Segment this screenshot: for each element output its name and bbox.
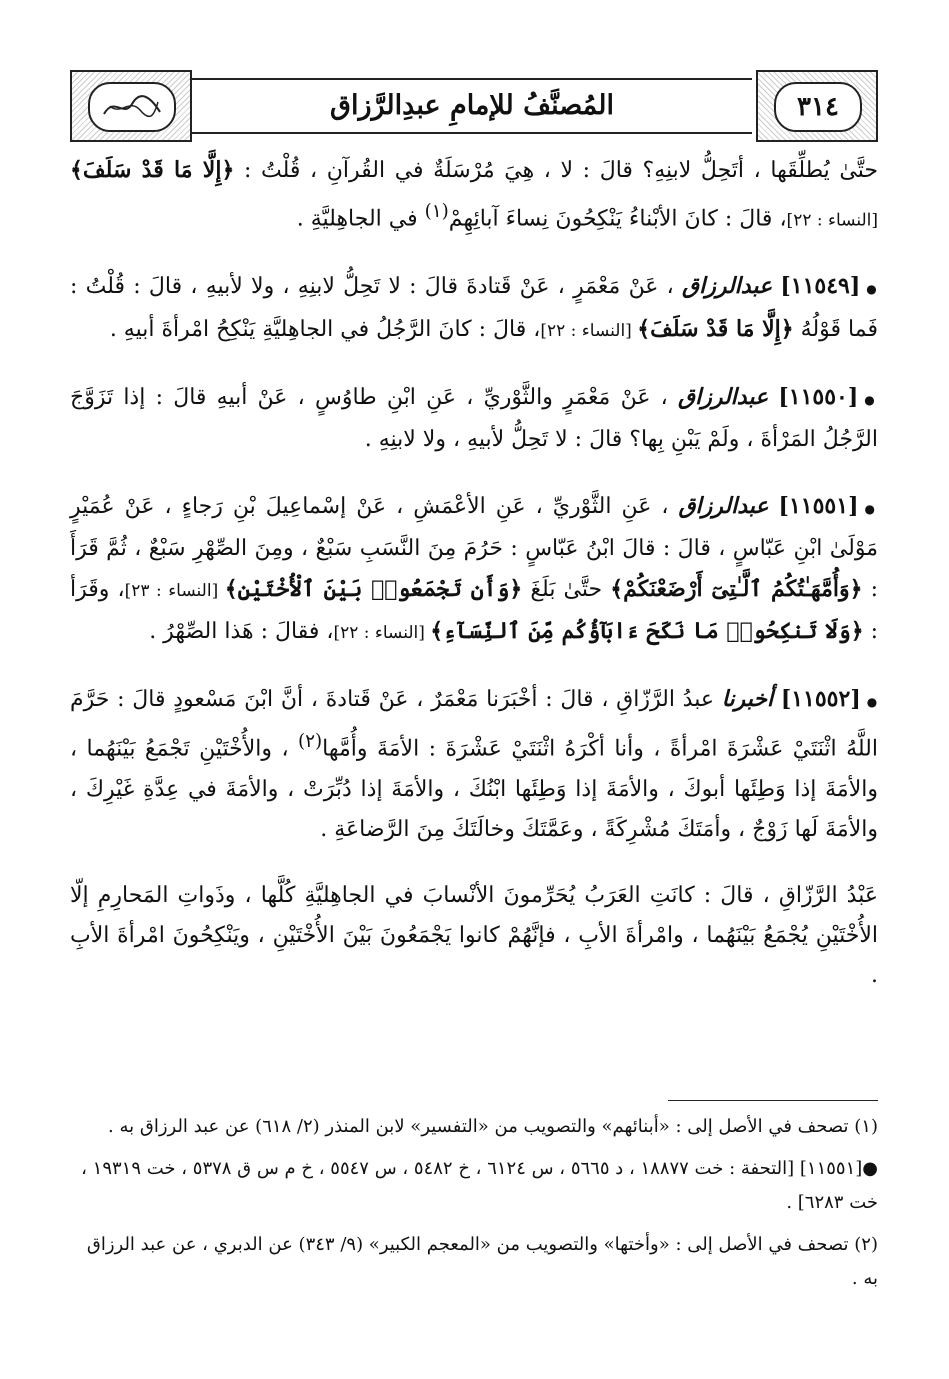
quran-verse: ﴿وَأُمَّهَـٰتُكُمُ ٱلَّـٰتِىٓ أَرْضَعْنَكُمْ﴾ — [610, 576, 863, 603]
footnotes — [70, 1110, 878, 1304]
book-title: المُصنَّفُ للإمامِ عبدِالرَّزاق — [330, 90, 614, 121]
verse-reference: [النساء : ٢٢] — [333, 623, 431, 644]
bullet-icon: ● — [864, 393, 878, 408]
text-span: عبدُ الرَّزّاقِ ، قالَ : أخْبَرَنا مَعْمَرٌ ، عَنْ قَتادةَ ، أنَّ ابْنَ مَسْعودٍ قالَ : حَرَّمَ اللَّهُ اثْنَتَيْ عَشْرَةَ امْرأةً ، وأنا أكْرَهُ اثْنَتَيْ عَشْرَةَ : الأمَةَ وأُمَّها — [70, 687, 878, 762]
text-span: حتَّىٰ يُطلِّقَها ، أتَحِلُّ لابنِهِ؟ قالَ : لا ، هِيَ مُرْسَلَةٌ في القُرآنِ ، قُلْتُ : — [234, 158, 878, 183]
footnote-marker: (١) — [424, 201, 449, 222]
text-span: ، عَنْ مَعْمَرٍ ، عَنْ قَتادةَ قالَ : لا تَحِلُّ لابنِهِ ، ولا لأبيهِ ، قالَ : قُلْتُ : فَما قَوْلُهُ — [70, 274, 878, 343]
page-header — [70, 70, 878, 140]
hadith-11552 — [70, 679, 878, 849]
text-span: ، والأُخْتَيْنِ تَجْمَعُ بَيْنَهُما ، والأمَةَ إذا وَطِئَها أبوكَ ، والأمَةَ إذا وَطِئَها ابْنُكَ ، والأمَةَ إذا دُبِّرَتْ ، والأمَةَ في عِدَّةِ غَيْرِكَ ، والأمَةَ لَها زَوْجٌ ، وأمَتَكَ مُشْرِكَةً ، وعَمَّتَكَ وخالَتَكَ مِنَ الرَّضاعَةِ . — [70, 736, 878, 842]
hadith-11551 — [70, 486, 878, 653]
quran-verse: ﴿إِلَّا مَا قَدْ سَلَفَ﴾ — [637, 316, 794, 343]
hadith-11550 — [70, 377, 878, 460]
quran-verse: ﴿وَلَا تَنكِحُوا۟ مَا نَكَحَ ءَابَآؤُكُم مِّنَ ٱلنِّسَآءِ﴾ — [430, 618, 864, 645]
hadith-number: [١١٥٥١] — [778, 493, 859, 520]
text-span: في الجاهِليَّةِ . — [296, 206, 425, 232]
text-span: ، عَنْ مَعْمَرٍ والثَّوْريِّ ، عَنِ ابْنِ طاوُسٍ ، عَنْ أبيهِ قالَ : إذا تَزَوَّجَ الرَّجُلُ المَرْأةَ ، ولَمْ يَبْنِ بِها؟ قالَ : لا تَحِلُّ لأبيهِ ، ولا لابنِهِ . — [70, 385, 878, 453]
text-span: ، قالَ : كانَ الأبْناءُ يَنْكِحُونَ نِساءَ آبائِهِمْ — [448, 206, 787, 232]
page-number: ٣١٤ — [774, 82, 862, 132]
bullet-icon: ● — [864, 502, 878, 517]
text-span: ، وقَرَأ : — [70, 577, 878, 645]
text-span: ، عَنِ الثَّوْريِّ ، عَنِ الأعْمَشِ ، عَنْ إسْماعِيلَ بْنِ رَجاءٍ ، عَنْ عُمَيْرٍ مَوْلَىٰ ابْنِ عَبّاسٍ ، قالَ : قالَ ابْنُ عَبّاسٍ : حَرُمَ مِنَ النَّسَبِ سَبْعٌ ، ومِنَ الصِّهْرِ سَبْعٌ ، ثُمَّ قَرَأَ : — [70, 494, 878, 603]
bullet-icon: ● — [866, 695, 878, 710]
verse-reference: [النساء : ٢٣] — [124, 581, 225, 602]
quran-verse: ﴿إِلَّا مَا قَدْ سَلَفَ﴾ — [70, 157, 235, 183]
footnote-2: (٢) تصحف في الأصل إلى : «وأختها» والتصويب من «المعجم الكبير» (٩/ ٣٤٣) عن الدبري ، عن عبد الرزاق به . — [86, 1234, 878, 1289]
narrator-name: عبدالرزاق — [682, 273, 773, 300]
narrator-name: عبدالرزاق — [678, 493, 769, 520]
verse-reference: [النساء : ٢٢] — [540, 321, 638, 342]
paragraph-continued — [70, 150, 878, 240]
hadith-number: [١١٥٤٩] — [780, 273, 861, 300]
bullet-icon: ● — [866, 282, 878, 297]
text-span: حتَّىٰ بَلَغَ — [522, 577, 611, 603]
text-span: ، فقالَ : هَذا الصِّهْرُ . — [149, 619, 334, 645]
abd-alrazzaq-comment: عَبْدُ الرَّزّاقِ ، قالَ : كانَتِ العَرَبُ يُحَرِّمونَ الأنْسابَ في الجاهِليَّةِ كُلَّها ، وذَواتِ المَحارِمِ إلّا الأُخْتَيْنِ يُجْمَعُ بَيْنَهُما ، وامْرأةَ الأبِ ، فإنَّهُمْ كانوا يَجْمَعُونَ بَيْنَ الأُخْتَيْنِ ، ويَنْكِحُونَ امْرأةَ الأبِ . — [70, 882, 878, 988]
narrator-name: أخبرنا — [721, 686, 774, 713]
page-number-frame — [756, 70, 878, 142]
footnote-separator — [668, 1100, 878, 1101]
hadith-number: [١١٥٥٠] — [778, 384, 859, 411]
footnote-marker: (٢) — [298, 731, 323, 753]
hadith-number: [١١٥٥٢] — [780, 686, 861, 713]
text-span: ، قالَ : كانَ الرَّجُلُ في الجاهِليَّةِ يَنْكِحُ امْرأةَ أبيهِ . — [109, 317, 541, 343]
main-text — [70, 150, 878, 1022]
narrator-name: عبدالرزاق — [678, 384, 769, 411]
footnote-tuhfa: ●[١١٥٥١] [التحفة : خت ١٨٨٧٧ ، د ٥٦٦٥ ، س ٦١٢٤ ، خ ٥٤٨٢ ، س ٥٥٤٧ ، خ م س ق ٥٣٧٨ ، خت ١٩٣١٩ ، خت ٦٢٨٣] . — [81, 1158, 878, 1213]
book-logo-frame — [70, 70, 192, 142]
quran-verse: ﴿وَأَن تَجْمَعُوا۟ بَيْنَ ٱلْأُخْتَيْنِ﴾ — [224, 576, 523, 603]
verse-reference: [النساء : ٢٢] — [786, 210, 878, 231]
book-logo-icon — [100, 92, 164, 122]
title-banner — [192, 78, 752, 134]
footnote-1: (١) تصحف في الأصل إلى : «أبنائهم» والتصويب من «التفسير» لابن المنذر (٢/ ٦١٨) عن عبد الرزاق به . — [108, 1116, 878, 1137]
hadith-11549 — [70, 266, 878, 351]
